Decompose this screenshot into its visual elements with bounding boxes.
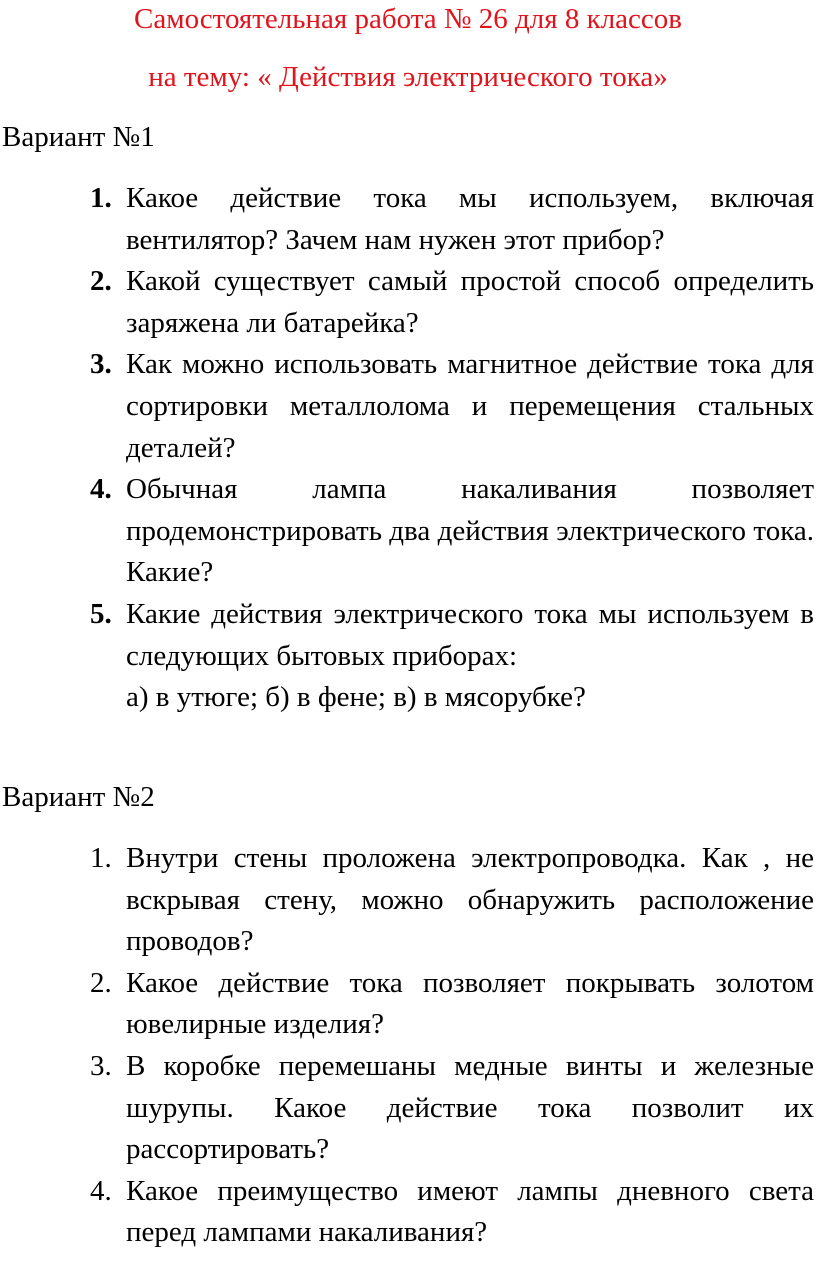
variant-1-question-list	[84, 178, 814, 719]
worksheet-title: Самостоятельная работа № 26 для 8 классов	[134, 3, 682, 35]
question-number: 1.	[90, 842, 112, 874]
question-number: 4.	[90, 1174, 112, 1207]
question-number: 4.	[90, 473, 112, 506]
question-number: 1.	[90, 182, 112, 214]
variant-2-heading: Вариант №2	[2, 781, 155, 813]
question-text-main: Какие действия электрического тока мы используем в следующих бытовых приборах:	[126, 597, 814, 672]
variant-1-heading: Вариант №1	[2, 121, 155, 153]
variant-2-question	[84, 963, 814, 1046]
question-text: Обычная лампа накаливания позволяет продемонстрировать два действия электрического тока. Какие?	[126, 473, 814, 589]
worksheet-topic: на тему: « Действия электрического тока»	[148, 61, 668, 93]
question-number: 3.	[90, 1049, 112, 1082]
variant-2-question	[84, 838, 814, 963]
question-text: Какое преимущество имеют лампы дневного света перед лампами накаливания?	[126, 1174, 814, 1249]
question-text	[126, 594, 814, 719]
question-subparts: а) в утюге; б) в фене; в) в мясорубке?	[126, 681, 586, 714]
question-number: 2.	[90, 265, 112, 298]
variant-2-question	[84, 1046, 814, 1171]
question-text: Как можно использовать магнитное действие тока для сортировки металлолома и перемещения стальных деталей?	[126, 348, 814, 464]
variant-1-question	[84, 178, 814, 261]
question-text: Какое действие тока позволяет покрывать золотом ювелирные изделия?	[126, 966, 814, 1041]
variant-2-question-list	[84, 838, 814, 1254]
question-number: 2.	[90, 966, 112, 999]
question-text: Внутри стены проложена электропроводка. Как , не вскрывая стену, можно обнаружить расположение проводов?	[126, 842, 814, 958]
question-number: 3.	[90, 348, 112, 381]
question-text: Какое действие тока мы используем, включая вентилятор? Зачем нам нужен этот прибор?	[126, 182, 814, 256]
variant-1-question	[84, 469, 814, 594]
question-text: В коробке перемешаны медные винты и железные шурупы. Какое действие тока позволит их рассортировать?	[126, 1049, 814, 1166]
question-text: Какой существует самый простой способ определить заряжена ли батарейка?	[126, 265, 814, 339]
variant-2-question	[84, 1171, 814, 1254]
variant-1-question	[84, 594, 814, 719]
variant-1-question	[84, 344, 814, 469]
question-number: 5.	[90, 597, 112, 630]
variant-1-question	[84, 261, 814, 344]
